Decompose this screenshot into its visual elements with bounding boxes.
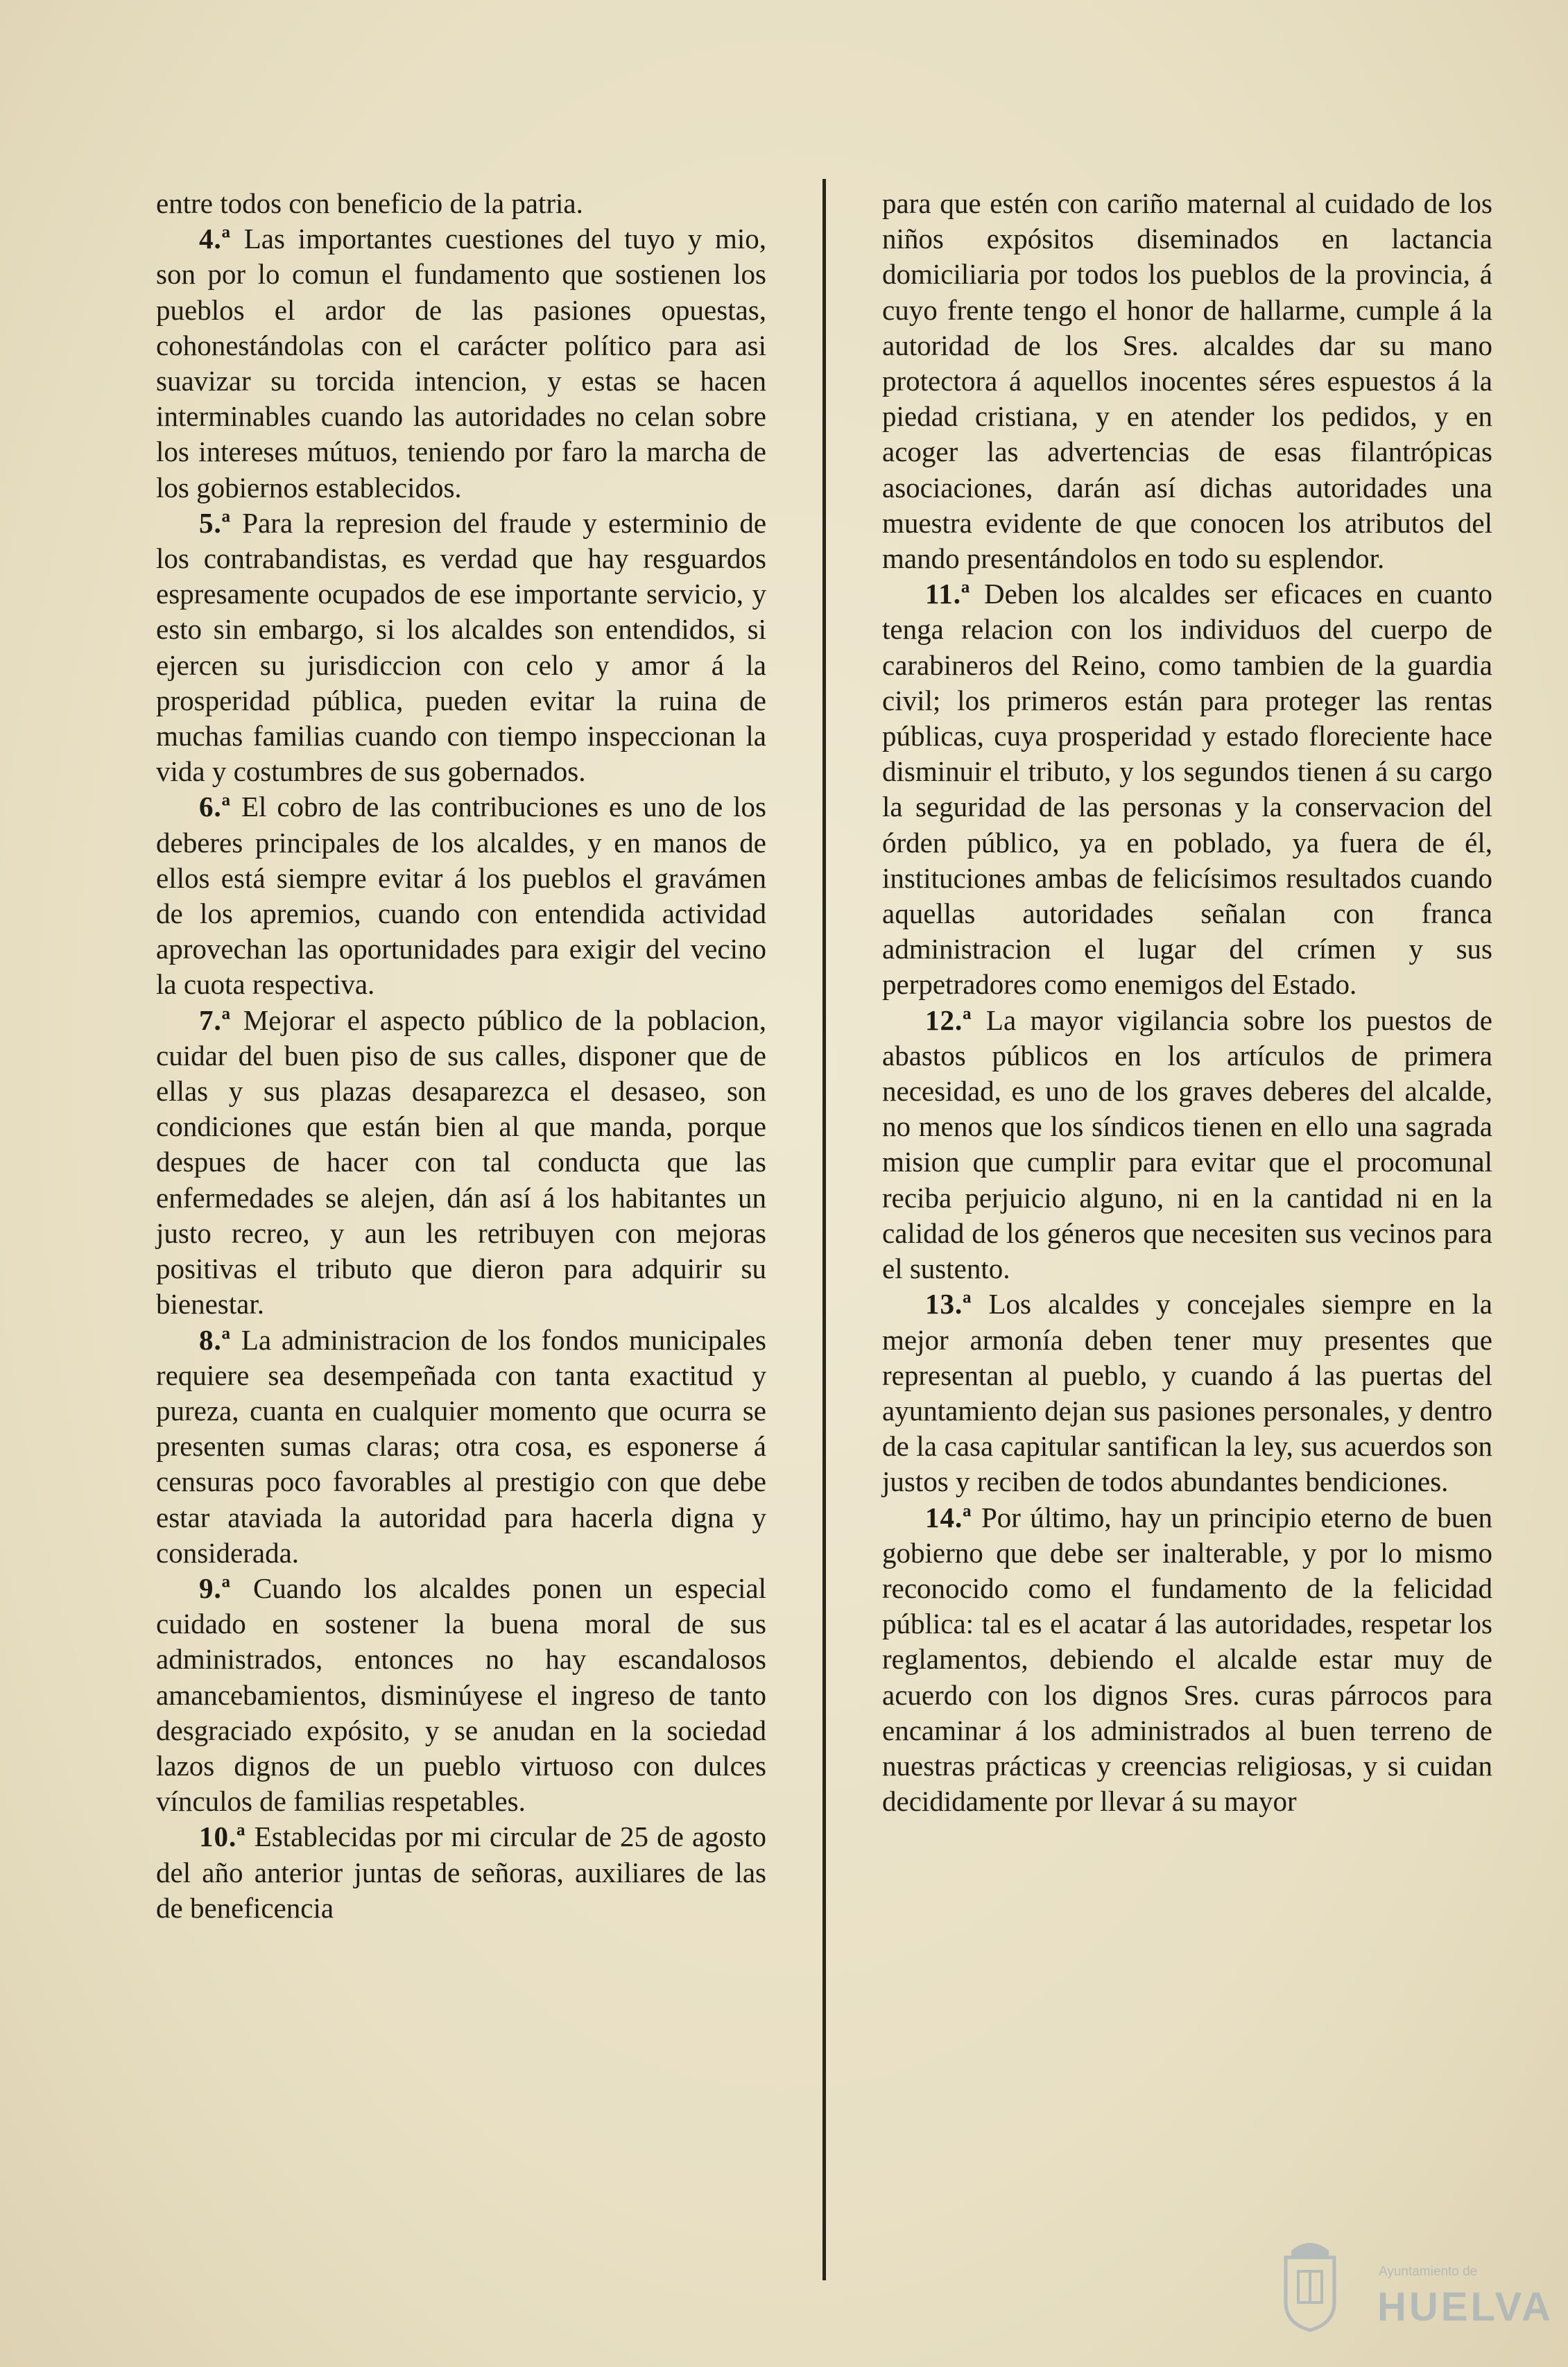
paragraph-12 bbox=[882, 1003, 1492, 1287]
paragraph-text: La mayor vigilancia sobre los puestos de abastos públicos en los artículos de primera necesidad, es uno de los graves deberes del alcalde, no menos que los síndicos tienen en ello una sagrada mision que cumplir para evitar que el procomunal reciba perjuicio alguno, ni en la cantidad ni en la calidad de los géneros que necesiten sus vecinos para el sustento. bbox=[882, 1004, 1493, 1285]
paragraph-number: 11.ª bbox=[925, 578, 971, 610]
paragraph-text: La administracion de los fondos municipales requiere sea desempeñada con tanta exactitud y pureza, cuanta en cualquier momento que ocurra se presenten sumas claras; otra cosa, es esponerse á censuras poco favorables al prestigio con que debe estar ataviada la autoridad para hacerla digna y considerada. bbox=[156, 1323, 766, 1569]
paragraph bbox=[156, 186, 766, 221]
paragraph-number: 8.ª bbox=[199, 1323, 232, 1356]
paragraph-number: 12.ª bbox=[925, 1004, 972, 1036]
column-divider bbox=[822, 179, 826, 2280]
paragraph-number: 4.ª bbox=[199, 223, 232, 255]
paragraph-11 bbox=[882, 576, 1492, 1002]
watermark-subtitle: Ayuntamiento de bbox=[1379, 2264, 1478, 2279]
paragraph-text: Para la represion del fraude y esterminio de los contrabandistas, es verdad que hay resguardos espresamente ocupados de ese importante servicio, y esto sin embargo, si los alcaldes son entendidos, si ejercen su jurisdiccion con celo y amor á la prosperidad pública, pueden evitar la ruina de muchas familias cuando con tiempo inspeccionan la vida y costumbres de sus gobernados. bbox=[156, 506, 767, 788]
paragraph-text: entre todos con beneficio de la patria. bbox=[156, 187, 583, 219]
paragraph-number: 6.ª bbox=[199, 791, 232, 823]
paragraph-text: para que estén con cariño maternal al cuidado de los niños expósitos diseminados en lactancia domiciliaria por todos los pueblos de la provincia, á cuyo frente tengo el honor de hallarme, cumple á la autoridad de los Sres. alcaldes dar su mano protectora á aquellos inocentes séres espuestos á la piedad cristiana, y en atender los pedidos, y en acoger las advertencias de esas filantrópicas asociaciones, darán así dichas autoridades una muestra evidente de que conocen los atributos del mando presentándolos en todo su esplendor. bbox=[882, 187, 1492, 575]
paragraph-number: 10.ª bbox=[199, 1821, 246, 1853]
paragraph-7 bbox=[156, 1003, 766, 1323]
paragraph-number: 7.ª bbox=[199, 1004, 232, 1036]
paragraph-number: 5.ª bbox=[199, 506, 232, 539]
paragraph-4 bbox=[156, 221, 766, 506]
paragraph-text: El cobro de las contribuciones es uno de los deberes principales de los alcaldes, y en manos de ellos está siempre evitar á los pueblos el gravámen de los apremios, cuando con entendida actividad aprovechan las oportunidades para exigir del vecino la cuota respectiva. bbox=[156, 791, 767, 1001]
paragraph-14 bbox=[882, 1500, 1492, 1820]
paragraph-text: Deben los alcaldes ser eficaces en cuanto tenga relacion con los individuos del cuerpo de carabineros del Reino, como tambien de la guardia civil; los primeros están para proteger las rentas públicas, cuya prosperidad y estado floreciente hace disminuir el tributo, y los segundos tienen á su cargo la seguridad de las personas y la conservacion del órden público, ya en poblado, ya fuera de él, instituciones ambas de felicísimos resultados cuando aquellas autoridades señalan con franca administracion el lugar del crímen y sus perpetradores como enemigos del Estado. bbox=[882, 578, 1493, 1001]
right-column bbox=[882, 186, 1492, 1819]
paragraph bbox=[882, 186, 1492, 576]
paragraph-13 bbox=[882, 1286, 1492, 1499]
watermark-logo bbox=[1275, 2237, 1553, 2341]
paragraph-6 bbox=[156, 789, 766, 1002]
paragraph-text: Mejorar el aspecto público de la poblacion, cuidar del buen piso de sus calles, disponer que de ellas y sus plazas desaparezca el desaseo, son condiciones que están bien al que manda, porque despues de hacer con tal conducta que las enfermedades se alejen, dán así á los habitantes un justo recreo, y aun les retribuyen con mejoras positivas el tributo que dieron para adquirir su bienestar. bbox=[156, 1004, 767, 1320]
paragraph-text: Establecidas por mi circular de 25 de agosto del año anterior juntas de señoras, auxiliares de las de beneficencia bbox=[156, 1821, 766, 1924]
paragraph-text: Los alcaldes y concejales siempre en la mejor armonía deben tener muy presentes que representan al pueblo, y cuando á las puertas del ayuntamiento dejan sus pasiones personales, y dentro de la casa capitular santifican la ley, sus acuerdos son justos y reciben de todos abundantes bendiciones. bbox=[882, 1288, 1492, 1498]
paragraph-10 bbox=[156, 1819, 766, 1926]
watermark-title: HUELVA bbox=[1377, 2284, 1553, 2330]
paragraph-number: 9.ª bbox=[199, 1572, 232, 1604]
paragraph-number: 14.ª bbox=[925, 1501, 972, 1533]
paragraph-number: 13.ª bbox=[925, 1288, 972, 1320]
paragraph-8 bbox=[156, 1323, 766, 1571]
paragraph-5 bbox=[156, 506, 766, 790]
coat-of-arms-icon bbox=[1279, 2237, 1341, 2334]
paragraph-text: Las importantes cuestiones del tuyo y mio, son por lo comun el fundamento que sostienen los pueblos el ardor de las pasiones opuestas, cohonestándolas con el carácter político para asi suavizar su torcida intencion, y estas se hacen interminables cuando las autoridades no celan sobre los intereses mútuos, teniendo por faro la marcha de los gobiernos establecidos. bbox=[156, 223, 766, 503]
paragraph-text: Cuando los alcaldes ponen un especial cuidado en sostener la buena moral de sus administrados, entonces no hay escandalosos amancebamientos, disminúyese el ingreso de tanto desgraciado expósito, y se anudan en la sociedad lazos dignos de un pueblo virtuoso con dulces vínculos de familias respetables. bbox=[156, 1572, 766, 1818]
paragraph-text: Por último, hay un principio eterno de buen gobierno que debe ser inalterable, y por lo mismo reconocido como el fundamento de la felicidad pública: tal es el acatar á las autoridades, respetar los reglamentos, debiendo el alcalde estar muy de acuerdo con los dignos Sres. curas párrocos para encaminar á los administrados al buen terreno de nuestras prácticas y creencias religiosas, y si cuidan decididamente por llevar á su mayor bbox=[882, 1501, 1492, 1818]
left-column bbox=[156, 186, 766, 1926]
paragraph-9 bbox=[156, 1571, 766, 1819]
